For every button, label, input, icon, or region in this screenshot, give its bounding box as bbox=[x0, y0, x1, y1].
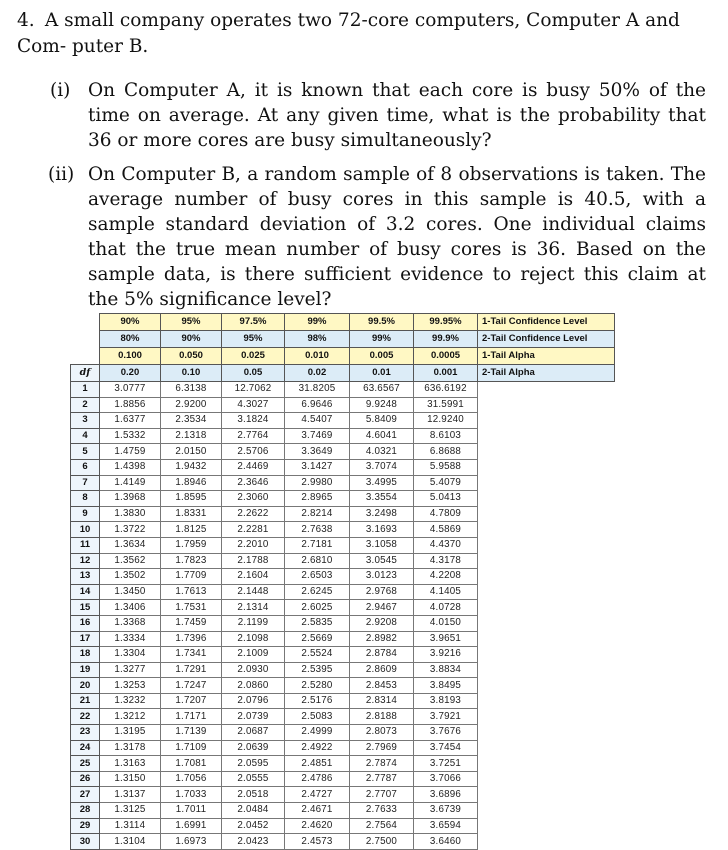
value-cell: 2.0555 bbox=[222, 771, 285, 787]
value-cell: 2.7874 bbox=[350, 756, 414, 772]
value-cell: 1.8125 bbox=[161, 522, 222, 538]
header-cell: 0.001 bbox=[414, 365, 478, 382]
value-cell: 2.9980 bbox=[285, 475, 350, 491]
table-row bbox=[71, 787, 615, 803]
header-cell: 0.05 bbox=[222, 365, 285, 382]
value-cell: 1.3195 bbox=[100, 725, 161, 741]
df-cell: 10 bbox=[71, 522, 100, 538]
value-cell: 2.4786 bbox=[285, 771, 350, 787]
value-cell: 1.3450 bbox=[100, 584, 161, 600]
value-cell: 1.7341 bbox=[161, 647, 222, 663]
value-cell: 4.5869 bbox=[414, 522, 478, 538]
df-header: df bbox=[71, 365, 100, 382]
df-cell: 21 bbox=[71, 693, 100, 709]
value-cell: 2.5176 bbox=[285, 693, 350, 709]
value-cell: 2.2010 bbox=[222, 537, 285, 553]
value-cell: 2.7638 bbox=[285, 522, 350, 538]
part-text: On Computer B, a random sample of 8 observations is taken. The average number of busy cores in this sample is 40.5, with a sample standard deviation of 3.2 cores. One individual claims that the true mean number of busy cores is 36. Based on the sample data, is there sufficient evidence to reject this claim at the 5% significance level? bbox=[88, 164, 706, 310]
value-cell: 1.3212 bbox=[100, 709, 161, 725]
value-cell: 6.9646 bbox=[285, 397, 350, 413]
value-cell: 3.7074 bbox=[350, 459, 414, 475]
value-cell: 2.7564 bbox=[350, 818, 414, 834]
value-cell: 3.7251 bbox=[414, 756, 478, 772]
value-cell: 2.9467 bbox=[350, 600, 414, 616]
value-cell: 3.4995 bbox=[350, 475, 414, 491]
header-cell: 0.10 bbox=[161, 365, 222, 382]
value-cell: 2.0930 bbox=[222, 662, 285, 678]
value-cell: 1.7959 bbox=[161, 537, 222, 553]
value-cell: 1.3253 bbox=[100, 678, 161, 694]
value-cell: 3.1058 bbox=[350, 537, 414, 553]
table-row bbox=[71, 709, 615, 725]
value-cell: 2.5524 bbox=[285, 647, 350, 663]
value-cell: 2.5835 bbox=[285, 615, 350, 631]
header-label: 1-Tail Confidence Level bbox=[478, 314, 615, 331]
value-cell: 2.0796 bbox=[222, 693, 285, 709]
value-cell: 2.7707 bbox=[350, 787, 414, 803]
value-cell: 2.7633 bbox=[350, 803, 414, 819]
value-cell: 1.7033 bbox=[161, 787, 222, 803]
value-cell: 2.0518 bbox=[222, 787, 285, 803]
df-cell: 7 bbox=[71, 475, 100, 491]
value-cell: 2.7787 bbox=[350, 771, 414, 787]
value-cell: 1.3304 bbox=[100, 647, 161, 663]
df-cell: 20 bbox=[71, 678, 100, 694]
df-cell: 2 bbox=[71, 397, 100, 413]
value-cell: 3.0123 bbox=[350, 569, 414, 585]
value-cell: 4.2208 bbox=[414, 569, 478, 585]
value-cell: 12.7062 bbox=[222, 382, 285, 398]
value-cell: 3.7676 bbox=[414, 725, 478, 741]
table-row bbox=[71, 475, 615, 491]
value-cell: 1.7709 bbox=[161, 569, 222, 585]
value-cell: 9.9248 bbox=[350, 397, 414, 413]
value-cell: 2.1448 bbox=[222, 584, 285, 600]
part-label: (i) bbox=[50, 80, 71, 101]
header-label: 2-Tail Confidence Level bbox=[478, 331, 615, 348]
table-row bbox=[71, 756, 615, 772]
value-cell: 1.3277 bbox=[100, 662, 161, 678]
value-cell: 1.5332 bbox=[100, 428, 161, 444]
table-row bbox=[71, 647, 615, 663]
value-cell: 3.7921 bbox=[414, 709, 478, 725]
header-row bbox=[71, 331, 615, 348]
df-cell: 9 bbox=[71, 506, 100, 522]
df-cell: 14 bbox=[71, 584, 100, 600]
df-cell: 6 bbox=[71, 459, 100, 475]
value-cell: 3.0777 bbox=[100, 382, 161, 398]
value-cell: 2.7500 bbox=[350, 834, 414, 850]
value-cell: 2.5395 bbox=[285, 662, 350, 678]
value-cell: 2.4573 bbox=[285, 834, 350, 850]
value-cell: 1.8331 bbox=[161, 506, 222, 522]
value-cell: 2.4922 bbox=[285, 740, 350, 756]
value-cell: 2.1604 bbox=[222, 569, 285, 585]
value-cell: 2.1318 bbox=[161, 428, 222, 444]
value-cell: 3.7469 bbox=[285, 428, 350, 444]
value-cell: 2.4469 bbox=[222, 459, 285, 475]
value-cell: 1.7459 bbox=[161, 615, 222, 631]
value-cell: 12.9240 bbox=[414, 413, 478, 429]
df-cell: 17 bbox=[71, 631, 100, 647]
value-cell: 6.3138 bbox=[161, 382, 222, 398]
header-cell: 95% bbox=[161, 314, 222, 331]
value-cell: 2.8784 bbox=[350, 647, 414, 663]
value-cell: 1.4759 bbox=[100, 444, 161, 460]
value-cell: 1.7247 bbox=[161, 678, 222, 694]
table-row bbox=[71, 537, 615, 553]
value-cell: 5.4079 bbox=[414, 475, 478, 491]
header-row bbox=[71, 314, 615, 331]
value-cell: 2.0484 bbox=[222, 803, 285, 819]
value-cell: 1.8595 bbox=[161, 491, 222, 507]
value-cell: 2.0595 bbox=[222, 756, 285, 772]
value-cell: 3.7454 bbox=[414, 740, 478, 756]
value-cell: 2.0860 bbox=[222, 678, 285, 694]
df-cell: 1 bbox=[71, 382, 100, 398]
value-cell: 3.9651 bbox=[414, 631, 478, 647]
value-cell: 8.6103 bbox=[414, 428, 478, 444]
question-number: 4. bbox=[17, 10, 35, 31]
value-cell: 2.0452 bbox=[222, 818, 285, 834]
value-cell: 3.6594 bbox=[414, 818, 478, 834]
value-cell: 3.1693 bbox=[350, 522, 414, 538]
value-cell: 3.1824 bbox=[222, 413, 285, 429]
table-row bbox=[71, 803, 615, 819]
value-cell: 1.6377 bbox=[100, 413, 161, 429]
value-cell: 1.7396 bbox=[161, 631, 222, 647]
value-cell: 2.8314 bbox=[350, 693, 414, 709]
value-cell: 4.0321 bbox=[350, 444, 414, 460]
value-cell: 1.9432 bbox=[161, 459, 222, 475]
header-cell: 97.5% bbox=[222, 314, 285, 331]
value-cell: 1.4149 bbox=[100, 475, 161, 491]
table-row bbox=[71, 600, 615, 616]
table-row bbox=[71, 771, 615, 787]
value-cell: 2.3534 bbox=[161, 413, 222, 429]
df-cell: 23 bbox=[71, 725, 100, 741]
value-cell: 1.3968 bbox=[100, 491, 161, 507]
header-cell: 80% bbox=[100, 331, 161, 348]
header-cell: 95% bbox=[222, 331, 285, 348]
table-row bbox=[71, 428, 615, 444]
df-cell: 15 bbox=[71, 600, 100, 616]
header-cell: 0.025 bbox=[222, 348, 285, 365]
value-cell: 1.3562 bbox=[100, 553, 161, 569]
value-cell: 2.3060 bbox=[222, 491, 285, 507]
value-cell: 3.3554 bbox=[350, 491, 414, 507]
value-cell: 4.6041 bbox=[350, 428, 414, 444]
value-cell: 1.7207 bbox=[161, 693, 222, 709]
header-row bbox=[71, 348, 615, 365]
table-row bbox=[71, 678, 615, 694]
header-cell: 0.20 bbox=[100, 365, 161, 382]
question-stem: A small company operates two 72-core computers, Computer A and Com- puter B. bbox=[17, 10, 680, 57]
table-row bbox=[71, 615, 615, 631]
value-cell: 1.7081 bbox=[161, 756, 222, 772]
value-cell: 1.3114 bbox=[100, 818, 161, 834]
table-row bbox=[71, 491, 615, 507]
value-cell: 2.9768 bbox=[350, 584, 414, 600]
df-cell: 16 bbox=[71, 615, 100, 631]
header-cell: 90% bbox=[161, 331, 222, 348]
value-cell: 2.3646 bbox=[222, 475, 285, 491]
header-cell: 0.005 bbox=[350, 348, 414, 365]
header-cell: 99.9% bbox=[414, 331, 478, 348]
value-cell: 3.3649 bbox=[285, 444, 350, 460]
value-cell: 1.3104 bbox=[100, 834, 161, 850]
value-cell: 2.0639 bbox=[222, 740, 285, 756]
value-cell: 1.3178 bbox=[100, 740, 161, 756]
value-cell: 1.7109 bbox=[161, 740, 222, 756]
value-cell: 1.7531 bbox=[161, 600, 222, 616]
value-cell: 2.2281 bbox=[222, 522, 285, 538]
value-cell: 3.8834 bbox=[414, 662, 478, 678]
value-cell: 3.1427 bbox=[285, 459, 350, 475]
value-cell: 2.8453 bbox=[350, 678, 414, 694]
part-label: (ii) bbox=[48, 164, 75, 185]
value-cell: 4.7809 bbox=[414, 506, 478, 522]
value-cell: 2.6245 bbox=[285, 584, 350, 600]
value-cell: 2.8073 bbox=[350, 725, 414, 741]
value-cell: 1.7823 bbox=[161, 553, 222, 569]
value-cell: 31.5991 bbox=[414, 397, 478, 413]
value-cell: 2.4999 bbox=[285, 725, 350, 741]
empty-cell bbox=[71, 331, 100, 348]
value-cell: 63.6567 bbox=[350, 382, 414, 398]
table-row bbox=[71, 725, 615, 741]
value-cell: 2.7181 bbox=[285, 537, 350, 553]
table-row bbox=[71, 444, 615, 460]
value-cell: 1.3125 bbox=[100, 803, 161, 819]
table-row bbox=[71, 740, 615, 756]
value-cell: 4.3178 bbox=[414, 553, 478, 569]
value-cell: 2.8965 bbox=[285, 491, 350, 507]
df-cell: 25 bbox=[71, 756, 100, 772]
empty-cell bbox=[71, 348, 100, 365]
table-row bbox=[71, 459, 615, 475]
value-cell: 1.3634 bbox=[100, 537, 161, 553]
value-cell: 3.8495 bbox=[414, 678, 478, 694]
value-cell: 2.4671 bbox=[285, 803, 350, 819]
value-cell: 1.6991 bbox=[161, 818, 222, 834]
question-part-ii bbox=[48, 162, 706, 312]
df-cell: 22 bbox=[71, 709, 100, 725]
table-row bbox=[71, 834, 615, 850]
value-cell: 5.8409 bbox=[350, 413, 414, 429]
table-row bbox=[71, 553, 615, 569]
t-distribution-table bbox=[70, 313, 615, 850]
value-cell: 1.8946 bbox=[161, 475, 222, 491]
value-cell: 1.7613 bbox=[161, 584, 222, 600]
value-cell: 2.1788 bbox=[222, 553, 285, 569]
value-cell: 2.0739 bbox=[222, 709, 285, 725]
header-cell: 0.02 bbox=[285, 365, 350, 382]
value-cell: 2.4851 bbox=[285, 756, 350, 772]
header-row bbox=[71, 365, 615, 382]
value-cell: 2.5280 bbox=[285, 678, 350, 694]
value-cell: 4.5407 bbox=[285, 413, 350, 429]
value-cell: 3.0545 bbox=[350, 553, 414, 569]
table-row bbox=[71, 631, 615, 647]
value-cell: 2.0687 bbox=[222, 725, 285, 741]
value-cell: 2.9208 bbox=[350, 615, 414, 631]
value-cell: 31.8205 bbox=[285, 382, 350, 398]
value-cell: 1.3232 bbox=[100, 693, 161, 709]
value-cell: 2.1009 bbox=[222, 647, 285, 663]
value-cell: 3.9216 bbox=[414, 647, 478, 663]
header-cell: 0.010 bbox=[285, 348, 350, 365]
value-cell: 1.3368 bbox=[100, 615, 161, 631]
table-row bbox=[71, 382, 615, 398]
value-cell: 4.1405 bbox=[414, 584, 478, 600]
value-cell: 2.5706 bbox=[222, 444, 285, 460]
table-row bbox=[71, 818, 615, 834]
df-cell: 13 bbox=[71, 569, 100, 585]
header-cell: 0.01 bbox=[350, 365, 414, 382]
value-cell: 1.3137 bbox=[100, 787, 161, 803]
value-cell: 1.7291 bbox=[161, 662, 222, 678]
value-cell: 2.1314 bbox=[222, 600, 285, 616]
question-header bbox=[17, 8, 717, 60]
empty-cell bbox=[71, 314, 100, 331]
value-cell: 1.3830 bbox=[100, 506, 161, 522]
value-cell: 2.2622 bbox=[222, 506, 285, 522]
df-cell: 24 bbox=[71, 740, 100, 756]
value-cell: 3.2498 bbox=[350, 506, 414, 522]
value-cell: 1.3334 bbox=[100, 631, 161, 647]
value-cell: 2.0423 bbox=[222, 834, 285, 850]
value-cell: 2.6810 bbox=[285, 553, 350, 569]
part-text: On Computer A, it is known that each core is busy 50% of the time on average. At any given time, what is the probability that 36 or more cores are busy simultaneously? bbox=[88, 80, 706, 151]
value-cell: 2.7969 bbox=[350, 740, 414, 756]
value-cell: 3.8193 bbox=[414, 693, 478, 709]
value-cell: 2.8982 bbox=[350, 631, 414, 647]
value-cell: 3.6739 bbox=[414, 803, 478, 819]
df-cell: 27 bbox=[71, 787, 100, 803]
value-cell: 2.7764 bbox=[222, 428, 285, 444]
value-cell: 2.0150 bbox=[161, 444, 222, 460]
df-cell: 18 bbox=[71, 647, 100, 663]
df-cell: 4 bbox=[71, 428, 100, 444]
value-cell: 1.7011 bbox=[161, 803, 222, 819]
value-cell: 4.0150 bbox=[414, 615, 478, 631]
value-cell: 1.6973 bbox=[161, 834, 222, 850]
value-cell: 2.8214 bbox=[285, 506, 350, 522]
value-cell: 1.7171 bbox=[161, 709, 222, 725]
table-row bbox=[71, 693, 615, 709]
df-cell: 5 bbox=[71, 444, 100, 460]
value-cell: 4.0728 bbox=[414, 600, 478, 616]
header-label: 2-Tail Alpha bbox=[478, 365, 615, 382]
header-label: 1-Tail Alpha bbox=[478, 348, 615, 365]
df-cell: 12 bbox=[71, 553, 100, 569]
value-cell: 5.9588 bbox=[414, 459, 478, 475]
df-cell: 11 bbox=[71, 537, 100, 553]
value-cell: 2.4620 bbox=[285, 818, 350, 834]
value-cell: 2.6503 bbox=[285, 569, 350, 585]
value-cell: 2.8609 bbox=[350, 662, 414, 678]
table-row bbox=[71, 413, 615, 429]
value-cell: 2.8188 bbox=[350, 709, 414, 725]
value-cell: 1.8856 bbox=[100, 397, 161, 413]
value-cell: 2.5083 bbox=[285, 709, 350, 725]
value-cell: 2.5669 bbox=[285, 631, 350, 647]
df-cell: 29 bbox=[71, 818, 100, 834]
value-cell: 2.1199 bbox=[222, 615, 285, 631]
value-cell: 636.6192 bbox=[414, 382, 478, 398]
table-row bbox=[71, 397, 615, 413]
header-cell: 0.0005 bbox=[414, 348, 478, 365]
header-cell: 99.95% bbox=[414, 314, 478, 331]
value-cell: 4.3027 bbox=[222, 397, 285, 413]
header-cell: 0.050 bbox=[161, 348, 222, 365]
value-cell: 2.6025 bbox=[285, 600, 350, 616]
value-cell: 5.0413 bbox=[414, 491, 478, 507]
df-cell: 28 bbox=[71, 803, 100, 819]
value-cell: 1.4398 bbox=[100, 459, 161, 475]
problem-statement bbox=[17, 8, 717, 60]
value-cell: 1.7056 bbox=[161, 771, 222, 787]
value-cell: 3.6896 bbox=[414, 787, 478, 803]
df-cell: 3 bbox=[71, 413, 100, 429]
value-cell: 1.7139 bbox=[161, 725, 222, 741]
value-cell: 1.3406 bbox=[100, 600, 161, 616]
value-cell: 6.8688 bbox=[414, 444, 478, 460]
table-row bbox=[71, 662, 615, 678]
value-cell: 2.1098 bbox=[222, 631, 285, 647]
value-cell: 3.6460 bbox=[414, 834, 478, 850]
value-cell: 3.7066 bbox=[414, 771, 478, 787]
header-cell: 0.100 bbox=[100, 348, 161, 365]
header-cell: 99.5% bbox=[350, 314, 414, 331]
header-cell: 90% bbox=[100, 314, 161, 331]
header-cell: 99% bbox=[285, 314, 350, 331]
df-cell: 8 bbox=[71, 491, 100, 507]
header-cell: 98% bbox=[285, 331, 350, 348]
value-cell: 1.3722 bbox=[100, 522, 161, 538]
df-cell: 19 bbox=[71, 662, 100, 678]
value-cell: 1.3163 bbox=[100, 756, 161, 772]
table-row bbox=[71, 506, 615, 522]
value-cell: 2.9200 bbox=[161, 397, 222, 413]
header-cell: 99% bbox=[350, 331, 414, 348]
question-part-i bbox=[50, 78, 706, 153]
value-cell: 2.4727 bbox=[285, 787, 350, 803]
table-row bbox=[71, 584, 615, 600]
table-row bbox=[71, 522, 615, 538]
value-cell: 1.3150 bbox=[100, 771, 161, 787]
table-row bbox=[71, 569, 615, 585]
value-cell: 4.4370 bbox=[414, 537, 478, 553]
df-cell: 30 bbox=[71, 834, 100, 850]
value-cell: 1.3502 bbox=[100, 569, 161, 585]
df-cell: 26 bbox=[71, 771, 100, 787]
